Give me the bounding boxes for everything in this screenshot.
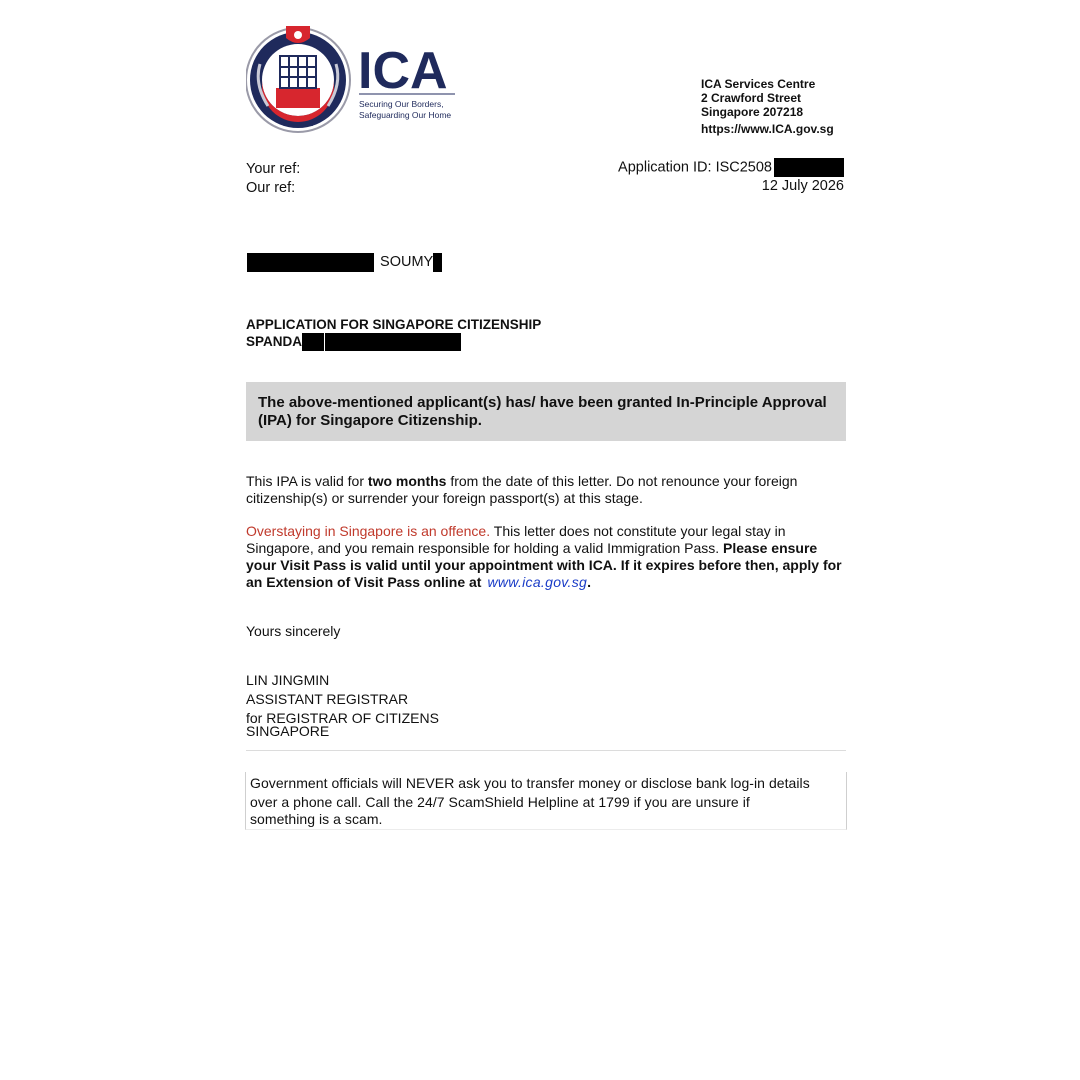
- address-line: Singapore 207218: [701, 105, 804, 119]
- validity-paragraph: [246, 473, 846, 507]
- application-meta: [618, 158, 844, 196]
- p2-text: This letter does not constitute your legal stay in Singapore, and you remain responsible for holding a valid Immigration Pass.: [246, 523, 786, 556]
- applicant-name-line: [246, 333, 541, 351]
- letter-subject: [246, 316, 541, 351]
- application-id: [618, 158, 844, 177]
- signatory-name: LIN JINGMIN: [246, 672, 330, 688]
- redaction-bar: [302, 333, 324, 351]
- redaction-bar: [774, 158, 844, 177]
- p1-text: This IPA is valid for: [246, 473, 368, 489]
- signatory-title: ASSISTANT REGISTRAR: [246, 691, 409, 707]
- svg-text:Securing Our Borders,: Securing Our Borders,: [359, 99, 444, 109]
- address-website[interactable]: https://www.ICA.gov.sg: [701, 122, 834, 136]
- scam-line: something is a scam.: [250, 811, 383, 827]
- ica-website-link[interactable]: www.ica.gov.sg: [487, 574, 588, 590]
- p1-text-cont: from the date of this letter. Do not renounce your foreign citizenship(s) or surrender your foreign passport(s) at this stage.: [246, 473, 798, 506]
- ica-logo: [246, 24, 461, 136]
- salutation: Yours sincerely: [246, 623, 341, 639]
- applicant-name-visible: SPANDA: [246, 334, 303, 349]
- divider: [246, 750, 846, 751]
- signatory-country: SINGAPORE: [246, 723, 330, 739]
- signatory-for: for REGISTRAR OF CITIZENS: [246, 710, 439, 726]
- ipa-notice-box: [246, 382, 846, 441]
- subject-line: APPLICATION FOR SINGAPORE CITIZENSHIP: [246, 317, 542, 332]
- ipa-notice-text: The above-mentioned applicant(s) has/ have been granted In-Principle Approval (IPA) for Singapore Citizenship.: [258, 394, 827, 429]
- our-ref-label: Our ref:: [246, 180, 296, 196]
- overstay-warning: Overstaying in Singapore is an offence.: [246, 523, 491, 539]
- reference-labels: [246, 160, 300, 198]
- scam-line: Government officials will NEVER ask you to transfer money or disclose bank log-in details: [250, 775, 810, 791]
- ica-wordmark: ICA: [358, 42, 448, 100]
- your-ref-label: Your ref:: [246, 161, 301, 177]
- overstay-paragraph: [246, 523, 846, 591]
- signatory: [246, 671, 439, 741]
- recipient-name-visible: SOUMY: [380, 254, 434, 270]
- svg-text:Safeguarding Our Home: Safeguarding Our Home: [359, 110, 452, 120]
- redaction-bar: [325, 333, 461, 351]
- p2-bold: Please ensure your Visit Pass is valid until your appointment with ICA. If it expires before then, apply for an Extension of Visit Pass online at: [246, 540, 842, 590]
- application-id-text: Application ID: ISC2508: [618, 159, 772, 176]
- address-line: 2 Crawford Street: [701, 91, 802, 105]
- redaction-bar: [433, 253, 442, 272]
- redaction-bar: [247, 253, 374, 272]
- recipient-name: [247, 252, 442, 272]
- letter-date: 12 July 2026: [761, 178, 844, 195]
- p2-end: .: [587, 574, 592, 590]
- address-line: ICA Services Centre: [701, 77, 816, 91]
- scam-line: over a phone call. Call the 24/7 ScamShield Helpline at 1799 if you are unsure if: [250, 794, 750, 810]
- scam-warning-box: [245, 772, 847, 830]
- ica-address: [701, 77, 834, 136]
- p1-bold: two months: [367, 473, 447, 489]
- ica-seal-icon: [246, 24, 461, 136]
- svg-text:SINGAPORE: SINGAPORE: [282, 122, 314, 128]
